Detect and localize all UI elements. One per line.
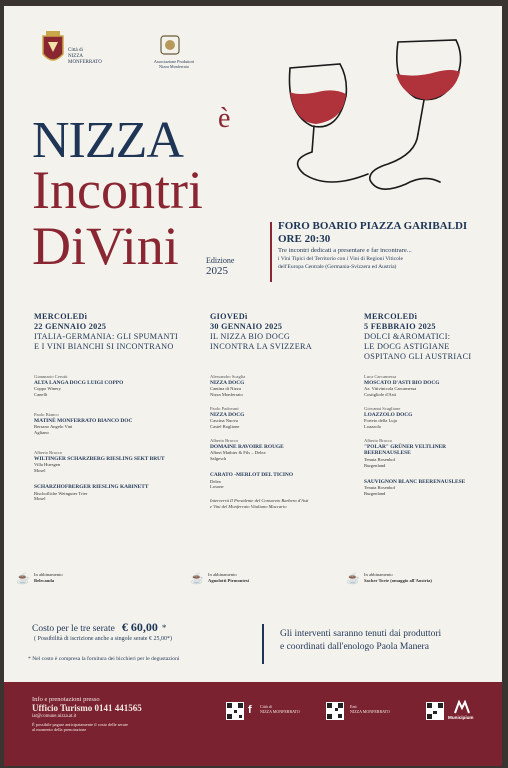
qr-code-icon[interactable] <box>326 702 344 720</box>
event-2-wine-3-place: Salgesch <box>210 456 227 462</box>
event-2-wine-1-producer: Cantina di Nizza <box>210 386 241 392</box>
event-3-wine-4-name: SAUVIGNON BLANC BEERENAUSLESE <box>364 478 466 485</box>
venue-desc-2: i Vini Tipici del Territorio con i Vini di Regioni Viticole <box>278 256 403 262</box>
social-2-label: Enti <box>350 704 357 709</box>
footer-info-2: Ufficio Turismo 0141 441565 <box>32 703 142 713</box>
title-divini: DiVini <box>32 216 179 276</box>
event-3-wine-2-producer: Forteto della Luja <box>364 418 397 424</box>
event-1-wine-3-producer: Villa Huesgen <box>34 462 61 468</box>
title-incontri: Incontri <box>32 160 203 220</box>
event-1-wine-2-speaker: Paolo Bianco <box>34 411 59 417</box>
event-3-date: 5 FEBBRAIO 2025 <box>364 322 436 331</box>
event-1-wine-2-place: Agliano <box>34 430 49 436</box>
chef-hat-icon: ☕ <box>346 573 360 585</box>
event-2-wine-1-speaker: Alessandro Scaglia <box>210 374 246 379</box>
event-3-wine-3-speaker: Alberto Bracco <box>364 437 393 443</box>
event-2-note-2: e Vini del Monferrato Vitaliano Maccario <box>210 503 287 509</box>
chef-hat-icon: ☕ <box>16 573 30 585</box>
event-column-2 <box>210 312 360 510</box>
event-2-sponsor: Agnolotti Pirmontesi <box>208 578 249 583</box>
event-1-wine-1-speaker: Gianmario Cerutti <box>34 374 68 379</box>
footer <box>4 682 502 766</box>
event-1-theme-2: E I VINI BIANCHI SI INCONTRANO <box>34 342 174 351</box>
event-2-sponsor-label: In abbinamento <box>208 572 237 577</box>
title-e: è <box>218 103 231 134</box>
footer-pay-1: È possibile pagare anticipatamente il costo delle serate <box>32 722 128 727</box>
event-3-day: MERCOLEDì <box>364 312 418 321</box>
event-2-wine-4-name: CARATO -MERLOT DEL TICINO <box>210 471 294 478</box>
event-2-day: GIOVEDì <box>210 312 248 321</box>
qr-code-icon[interactable] <box>226 702 244 720</box>
event-2-wine-3-speaker: Alberto Bracco <box>210 437 239 443</box>
event-2-theme-1: IL NIZZA BIO DOCG <box>210 332 291 341</box>
event-3-wine-2-speaker: Giovanni Scaglione <box>364 405 401 411</box>
social-1-label: Città di <box>260 704 272 709</box>
event-3-wine-1-place: Costigliole d'Asti <box>364 392 397 398</box>
event-column-1 <box>34 312 184 516</box>
association-label-1: Associazione Produttori <box>153 59 195 64</box>
event-1-wine-3-name: WILTINGER SCHARZBERG RIESLING SEKT BRUT <box>34 455 165 462</box>
event-2-wine-1-place: Nizza Monferrato <box>210 392 243 398</box>
event-3-wine-3-producer: Tenuta Rosenhof <box>364 456 396 462</box>
social-2-label-2: NIZZA MONFERRATO <box>350 709 390 714</box>
event-2-wine-3-name: DOMAINE RAVOIRE ROUGE <box>210 443 284 450</box>
event-1-wine-3-speaker: Alberto Bracco <box>34 449 63 455</box>
event-2-wine-2-producer: Cascina Nuova <box>210 418 238 424</box>
event-2-wine-3-producer: Albert Mathier & Fils – Delea <box>210 450 266 456</box>
city-crest-icon <box>40 30 66 70</box>
event-3-wine-2-name: LOAZZOLO DOCG <box>364 411 413 418</box>
event-3-wine-1-name: MOSCATO D'ASTI BIO DOCG <box>364 379 440 386</box>
event-3-wine-3-place: Burgenland <box>364 462 386 468</box>
event-1-wine-4-name: SCHARZHOFBERGER RIESLING KABINETT <box>34 483 149 490</box>
event-1-wine-1-place: Canelli <box>34 392 48 398</box>
event-1-wine-3-place: Mosel <box>34 468 46 474</box>
venue-time: ORE 20:30 <box>278 233 331 245</box>
event-3-theme-3: OSPITANO GLI AUSTRIACI <box>364 352 472 361</box>
venue-desc-3: dell'Europa Centrale (Germania-Svizzera ed Austria) <box>278 264 397 270</box>
footer-email[interactable]: iat@comune.nizza.at.it <box>32 714 77 719</box>
event-2-date: 30 GENNAIO 2025 <box>210 322 283 331</box>
venue-place: FORO BOARIO PIAZZA GARIBALDI <box>278 220 468 232</box>
event-3-theme-1: DOLCI &AROMATICI: <box>364 332 451 341</box>
producers-note-1: Gli interventi saranno tenuti dai produttori <box>280 629 442 639</box>
event-2-wine-4-producer: Delea <box>210 478 221 484</box>
wine-glasses-illustration <box>268 34 478 206</box>
cost-divider <box>262 624 264 664</box>
event-1-wine-4-producer: Bischofliche Weinguter Trier <box>34 490 88 496</box>
event-2-wine-1-name: NIZZA DOCG <box>210 379 245 386</box>
social-1-label-2: NIZZA MONFERRATO <box>260 709 300 714</box>
producers-note-2: e coordinati dall'enologo Paola Manera <box>280 642 429 652</box>
event-2-note-1: Interverrà Il Presidente del Consorzio Barbera d'Asti <box>210 498 309 504</box>
event-3-wine-3-name: "POLAR" GRÜNER VELTLINER <box>364 443 447 450</box>
cost-single: ( Possibilità di iscrizione anche a singole serate € 25,00*) <box>34 636 172 642</box>
facebook-icon[interactable]: f <box>248 704 252 716</box>
chef-hat-icon: ☕ <box>190 573 204 585</box>
city-label-1: Città di <box>68 48 83 53</box>
event-3-wine-4-place: Burgenland <box>364 490 386 496</box>
event-3-wine-3-name-2: BEERENAUSLESE <box>364 450 411 457</box>
event-3-theme-2: LE DOCG ASTIGIANE <box>364 342 450 351</box>
event-column-3 <box>364 312 498 511</box>
edition-year: 2025 <box>206 265 228 277</box>
poster <box>4 6 502 766</box>
cost-note: * Nel costo è compresa la fornitura dei bicchieri per le degustazioni <box>28 656 180 662</box>
event-3-wine-4-producer: Tenuta Rosenhof <box>364 485 396 491</box>
edition-label: Edizione <box>206 256 235 265</box>
event-3-wine-1-speaker: Luca Carcamessa <box>364 374 397 379</box>
event-3-sponsor-label: In abbinamento <box>364 572 393 577</box>
venue-desc-1: Tre incontri dedicati a presentare e far incontrare... <box>278 247 412 254</box>
event-3-wine-2-place: Loazzolo <box>364 424 382 430</box>
city-label-2: NIZZA <box>68 54 83 59</box>
cost-label: Costo per le tre serate <box>32 624 115 634</box>
venue-divider <box>270 222 272 282</box>
event-1-sponsor-label: In abbinamento <box>34 572 63 577</box>
event-1-wine-2-name: MATINÈ MONFERRATO BIANCO DOC <box>34 417 133 424</box>
event-2-wine-4-place: Losone <box>210 484 224 490</box>
event-3-wine-1-producer: Az. Vitivinicola Carcamessa <box>364 386 417 392</box>
event-1-date: 22 GENNAIO 2025 <box>34 322 107 331</box>
qr-code-icon[interactable] <box>426 702 444 720</box>
event-2-wine-2-place: Castel Boglione <box>210 424 240 430</box>
event-1-wine-1-producer: Coppo Winery <box>34 386 61 392</box>
event-2-wine-2-speaker: Paolo Padovani <box>210 405 239 411</box>
event-1-wine-4-place: Mosel <box>34 496 46 502</box>
city-label-3: MONFERRATO <box>68 60 102 65</box>
event-1-sponsor: Belecauda <box>34 578 55 583</box>
event-1-theme-1: ITALIA-GERMANIA: GLI SPUMANTI <box>34 332 179 341</box>
event-1-wine-1-name: ALTA LANGA DOCG LUIGI COPPO <box>34 379 124 386</box>
cost-star: * <box>161 623 167 633</box>
municipium-label: Municipium <box>448 715 474 720</box>
event-1-wine-2-producer: Bersano Angelo Vini <box>34 424 73 430</box>
association-logo-icon <box>159 34 181 58</box>
association-label-2: Nizza Monferrato <box>159 64 189 69</box>
cost-price: € 60,00 <box>121 620 158 634</box>
footer-info-1: Info e prenotazioni presso <box>32 696 100 703</box>
footer-pay-2: al momento della prenotazione <box>32 727 87 732</box>
municipium-logo-icon <box>454 700 470 714</box>
event-2-theme-2: INCONTRA LA SVIZZERA <box>210 342 312 351</box>
title-nizza: NIZZA <box>32 112 183 169</box>
event-2-wine-2-name: NIZZA DOCG <box>210 411 245 418</box>
event-1-day: MERCOLEDì <box>34 312 88 321</box>
event-3-sponsor: Sacher Torte (omaggio all'Austria) <box>364 578 432 583</box>
